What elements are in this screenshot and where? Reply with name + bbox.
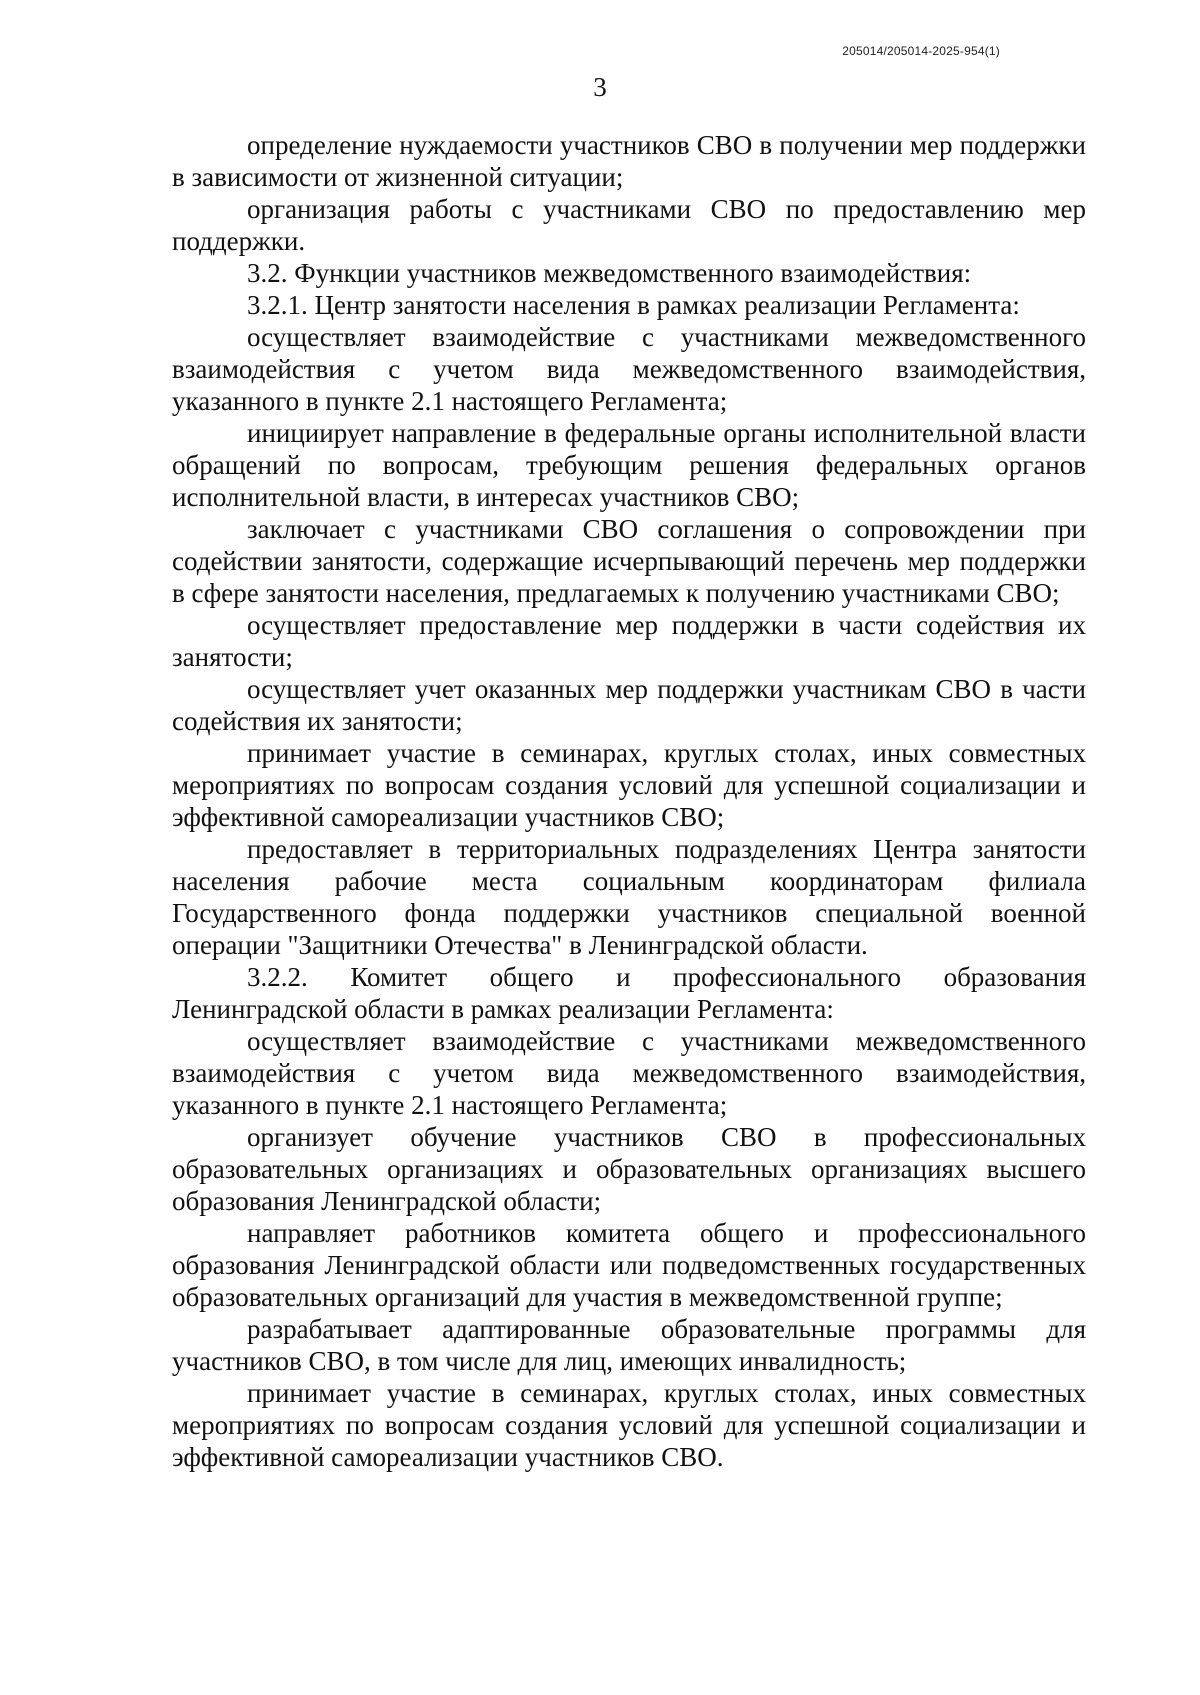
- paragraph: организует обучение участников СВО в профессиональных образовательных организациях и образовательных организациях высшего образования Ленинградской области;: [172, 1122, 1086, 1216]
- paragraph: определение нуждаемости участников СВО в получении мер поддержки в зависимости от жизненной ситуации;: [172, 130, 1086, 192]
- paragraph: принимает участие в семинарах, круглых столах, иных совместных мероприятиях по вопросам создания условий для успешной социализации и эффективной самореализации участников СВО.: [172, 1378, 1086, 1472]
- paragraph: заключает с участниками СВО соглашения о сопровождении при содействии занятости, содержащие исчерпывающий перечень мер поддержки в сфере занятости населения, предлагаемых к получению участниками СВО;: [172, 514, 1086, 608]
- section-heading-3-2: 3.2. Функции участников межведомственного взаимодействия:: [247, 258, 972, 288]
- paragraph: осуществляет предоставление мер поддержки в части содействия их занятости;: [172, 610, 1086, 672]
- document-body: [172, 129, 1086, 1473]
- paragraph: направляет работников комитета общего и профессионального образования Ленинградской области или подведомственных государственных образовательных организаций для участия в межведомственной группе;: [172, 1218, 1086, 1312]
- paragraph: организация работы с участниками СВО по предоставлению мер поддержки.: [172, 194, 1086, 256]
- paragraph: осуществляет учет оказанных мер поддержки участникам СВО в части содействия их занятости;: [172, 674, 1086, 736]
- subsection-heading-3-2-1: 3.2.1. Центр занятости населения в рамках реализации Регламента:: [247, 290, 1020, 320]
- paragraph: осуществляет взаимодействие с участниками межведомственного взаимодействия с учетом вида межведомственного взаимодействия, указанного в пункте 2.1 настоящего Регламента;: [172, 322, 1086, 416]
- paragraph: разрабатывает адаптированные образовательные программы для участников СВО, в том числе для лиц, имеющих инвалидность;: [172, 1314, 1086, 1376]
- page-number: 3: [593, 72, 607, 102]
- document-id: 205014/205014-2025-954(1): [842, 44, 1000, 58]
- paragraph: инициирует направление в федеральные органы исполнительной власти обращений по вопросам, требующим решения федеральных органов исполнительной власти, в интересах участников СВО;: [172, 418, 1086, 512]
- paragraph: осуществляет взаимодействие с участниками межведомственного взаимодействия с учетом вида межведомственного взаимодействия, указанного в пункте 2.1 настоящего Регламента;: [172, 1026, 1086, 1120]
- paragraph: принимает участие в семинарах, круглых столах, иных совместных мероприятиях по вопросам создания условий для успешной социализации и эффективной самореализации участников СВО;: [172, 738, 1086, 832]
- subsection-heading-3-2-2: 3.2.2. Комитет общего и профессионального образования Ленинградской области в рамках реализации Регламента:: [172, 962, 1086, 1024]
- paragraph: предоставляет в территориальных подразделениях Центра занятости населения рабочие места социальным координаторам филиала Государственного фонда поддержки участников специальной военной операции "Защитники Отечества" в Ленинградской области.: [172, 834, 1086, 960]
